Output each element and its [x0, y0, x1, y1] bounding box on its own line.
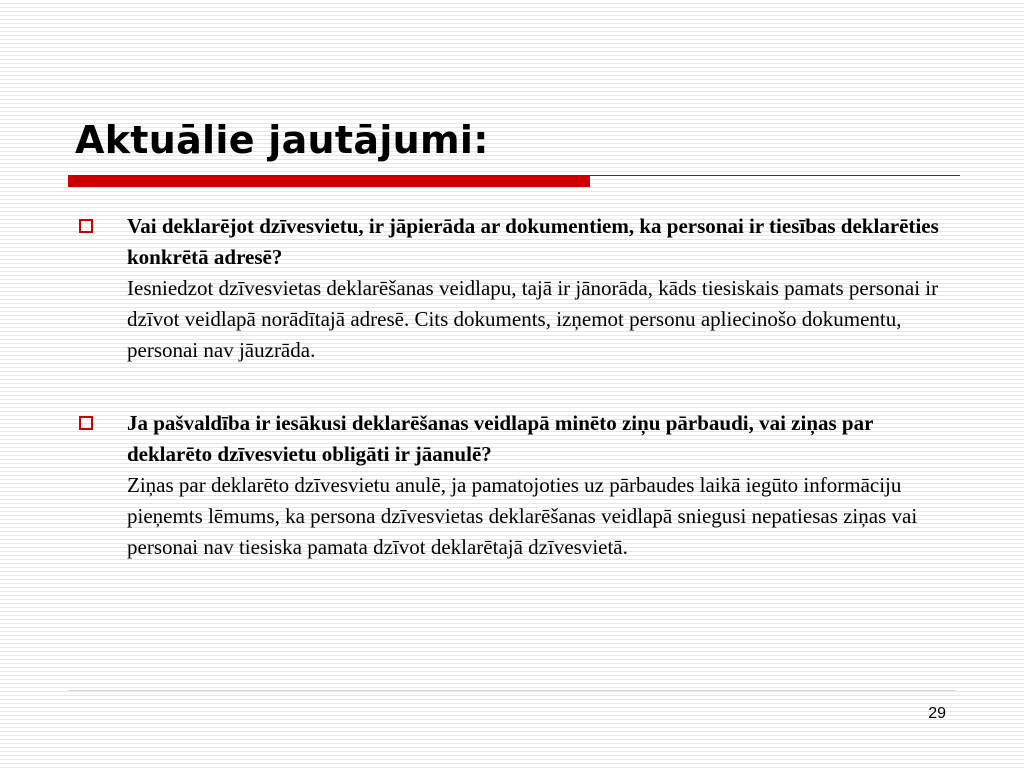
- footer-divider: [68, 690, 956, 691]
- list-item: [127, 211, 957, 366]
- slide-title: Aktuālie jautājumi:: [75, 118, 489, 162]
- question-text: Ja pašvaldība ir iesākusi deklarēšanas veidlapā minēto ziņu pārbaudi, vai ziņas par deklarēto dzīvesvietu obligāti ir jāanulē?: [127, 411, 874, 466]
- answer-text: Ziņas par deklarēto dzīvesvietu anulē, ja pamatojoties uz pārbaudes laikā iegūto informāciju pieņemts lēmums, ka persona dzīvesvietas deklarēšanas veidlapā sniegusi nepatiesas ziņas vai personai nav tiesiska pamata dzīvot deklarētajā dzīvesvietā.: [127, 473, 918, 559]
- list-item: [127, 408, 957, 563]
- page-number: 29: [928, 705, 946, 722]
- title-underline-accent: [68, 175, 590, 187]
- question-text: Vai deklarējot dzīvesvietu, ir jāpierāda ar dokumentiem, ka personai ir tiesības deklarēties konkrētā adresē?: [127, 214, 939, 269]
- hollow-square-bullet-icon: [79, 416, 93, 430]
- hollow-square-bullet-icon: [79, 219, 93, 233]
- answer-text: Iesniedzot dzīvesvietas deklarēšanas veidlapu, tajā ir jānorāda, kāds tiesiskais pamats personai ir dzīvot veidlapā norādītajā adresē. Cits dokuments, izņemot personu apliecinošo dokumentu, personai nav jāuzrāda.: [127, 276, 939, 362]
